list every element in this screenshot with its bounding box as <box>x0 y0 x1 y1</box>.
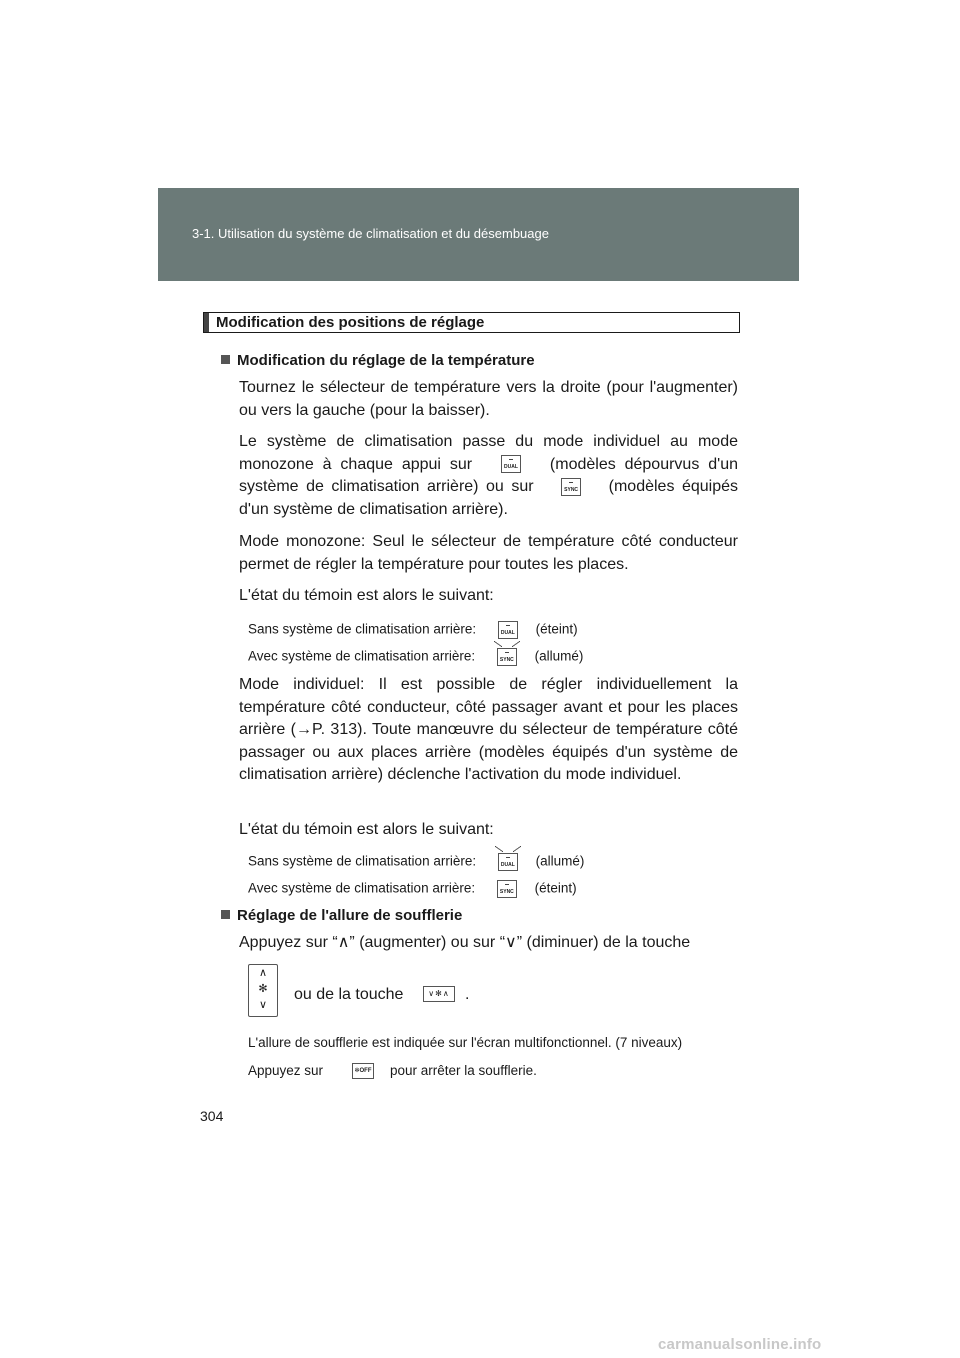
chevron-up-icon: ∧ <box>442 989 450 998</box>
ind-without-state: (allumé) <box>535 853 585 869</box>
section-title-bar <box>204 313 209 332</box>
state-intro-1: L'état du témoin est alors le suivant: <box>239 587 494 604</box>
fan-paragraph-1: Appuyez sur “∧” (augmenter) ou sur “∨” (diminuer) de la touche <box>239 934 691 951</box>
temp-paragraph-1: Tournez le sélecteur de température vers la droite (pour l'augmenter) ou vers la gauche (pour la baisser). <box>239 379 738 419</box>
fan-note-1: L'allure de soufflerie est indiquée sur l'écran multifonctionnel. (7 niveaux) <box>248 1035 683 1050</box>
ind-without-label: Sans système de climatisation arrière: <box>248 853 477 869</box>
temp-paragraph-2-b: (modèles dépourvus d'un système de climatisation arrière) ou sur <box>239 455 738 495</box>
fan-speed-wide-button-icon <box>423 986 455 1002</box>
fan-heading-text: Réglage de l'allure de soufflerie <box>237 907 463 924</box>
off-label: OFF <box>359 1068 372 1074</box>
fan-icon: ✻ <box>354 1068 360 1074</box>
fan-paragraph-1-b: ou de la touche <box>294 986 404 1003</box>
mono-without-row <box>248 621 578 639</box>
temp-paragraph-2-a: Le système de climatisation passe du mode individuel au mode monozone à chaque appui sur <box>239 433 738 473</box>
chevron-down-icon: ∨ <box>258 999 268 1011</box>
fan-off-button-icon <box>352 1063 374 1079</box>
ind-with-label: Avec système de climatisation arrière: <box>248 880 476 896</box>
temp-paragraph-2 <box>239 431 738 521</box>
chevron-down-icon: ∨ <box>428 989 436 998</box>
sync-indicator-off-icon: SYNC <box>497 880 517 898</box>
bullet-square-icon <box>221 910 230 919</box>
state-intro-2: L'état du témoin est alors le suivant: <box>239 821 494 838</box>
ind-with-state: (éteint) <box>534 880 577 896</box>
sync-indicator-on-icon: SYNC <box>497 648 517 666</box>
mono-with-row <box>248 648 583 666</box>
mono-with-state: (allumé) <box>534 648 584 664</box>
chevron-up-icon: ∧ <box>258 967 268 979</box>
fan-speed-rocker-icon <box>248 964 278 1017</box>
fan-heading <box>221 907 462 924</box>
fan-note-2-b: pour arrêter la soufflerie. <box>390 1063 537 1078</box>
bullet-square-icon <box>221 355 230 364</box>
temp-heading <box>221 352 535 369</box>
temp-paragraph-3: Mode monozone: Seul le sélecteur de température côté conducteur permet de régler la température pour toutes les places. <box>239 533 738 573</box>
mono-without-state: (éteint) <box>535 621 578 637</box>
chapter-title: 3-1. Utilisation du système de climatisation et du désembuage <box>192 226 549 241</box>
chapter-header-band <box>158 188 799 281</box>
sync-button-icon: SYNC <box>561 478 581 496</box>
dual-indicator-on-icon: DUAL <box>498 853 518 871</box>
ind-without-row <box>248 853 584 871</box>
dual-button-icon: DUAL <box>501 455 521 473</box>
fan-icon: ✻ <box>258 983 268 995</box>
section-title: Modification des positions de réglage <box>216 314 485 331</box>
temp-paragraph-4: Mode individuel: Il est possible de régler individuellement la température côté conducteur, côté passager avant et pour les places arrière (→P. 313). Toute manœuvre du sélecteur de température côté passager ou aux places arrière (modèles équipés d'un système de climatisation arrière) déclenche l'activation du mode individuel. <box>239 676 738 783</box>
mono-with-label: Avec système de climatisation arrière: <box>248 648 476 664</box>
fan-icon: ✻ <box>435 989 443 998</box>
fan-paragraph-1-end: . <box>465 986 470 1003</box>
mono-without-label: Sans système de climatisation arrière: <box>248 621 477 637</box>
fan-note-2-a: Appuyez sur <box>248 1063 324 1078</box>
dual-indicator-off-icon: DUAL <box>498 621 518 639</box>
temp-paragraph-2-c: (modèles équipés d'un système de climatisation arrière). <box>239 478 739 518</box>
section-title-box <box>203 312 740 333</box>
ind-with-row <box>248 880 577 898</box>
watermark: carmanualsonline.info <box>658 1336 822 1353</box>
page-number: 304 <box>200 1108 224 1124</box>
temp-heading-text: Modification du réglage de la température <box>237 352 535 369</box>
